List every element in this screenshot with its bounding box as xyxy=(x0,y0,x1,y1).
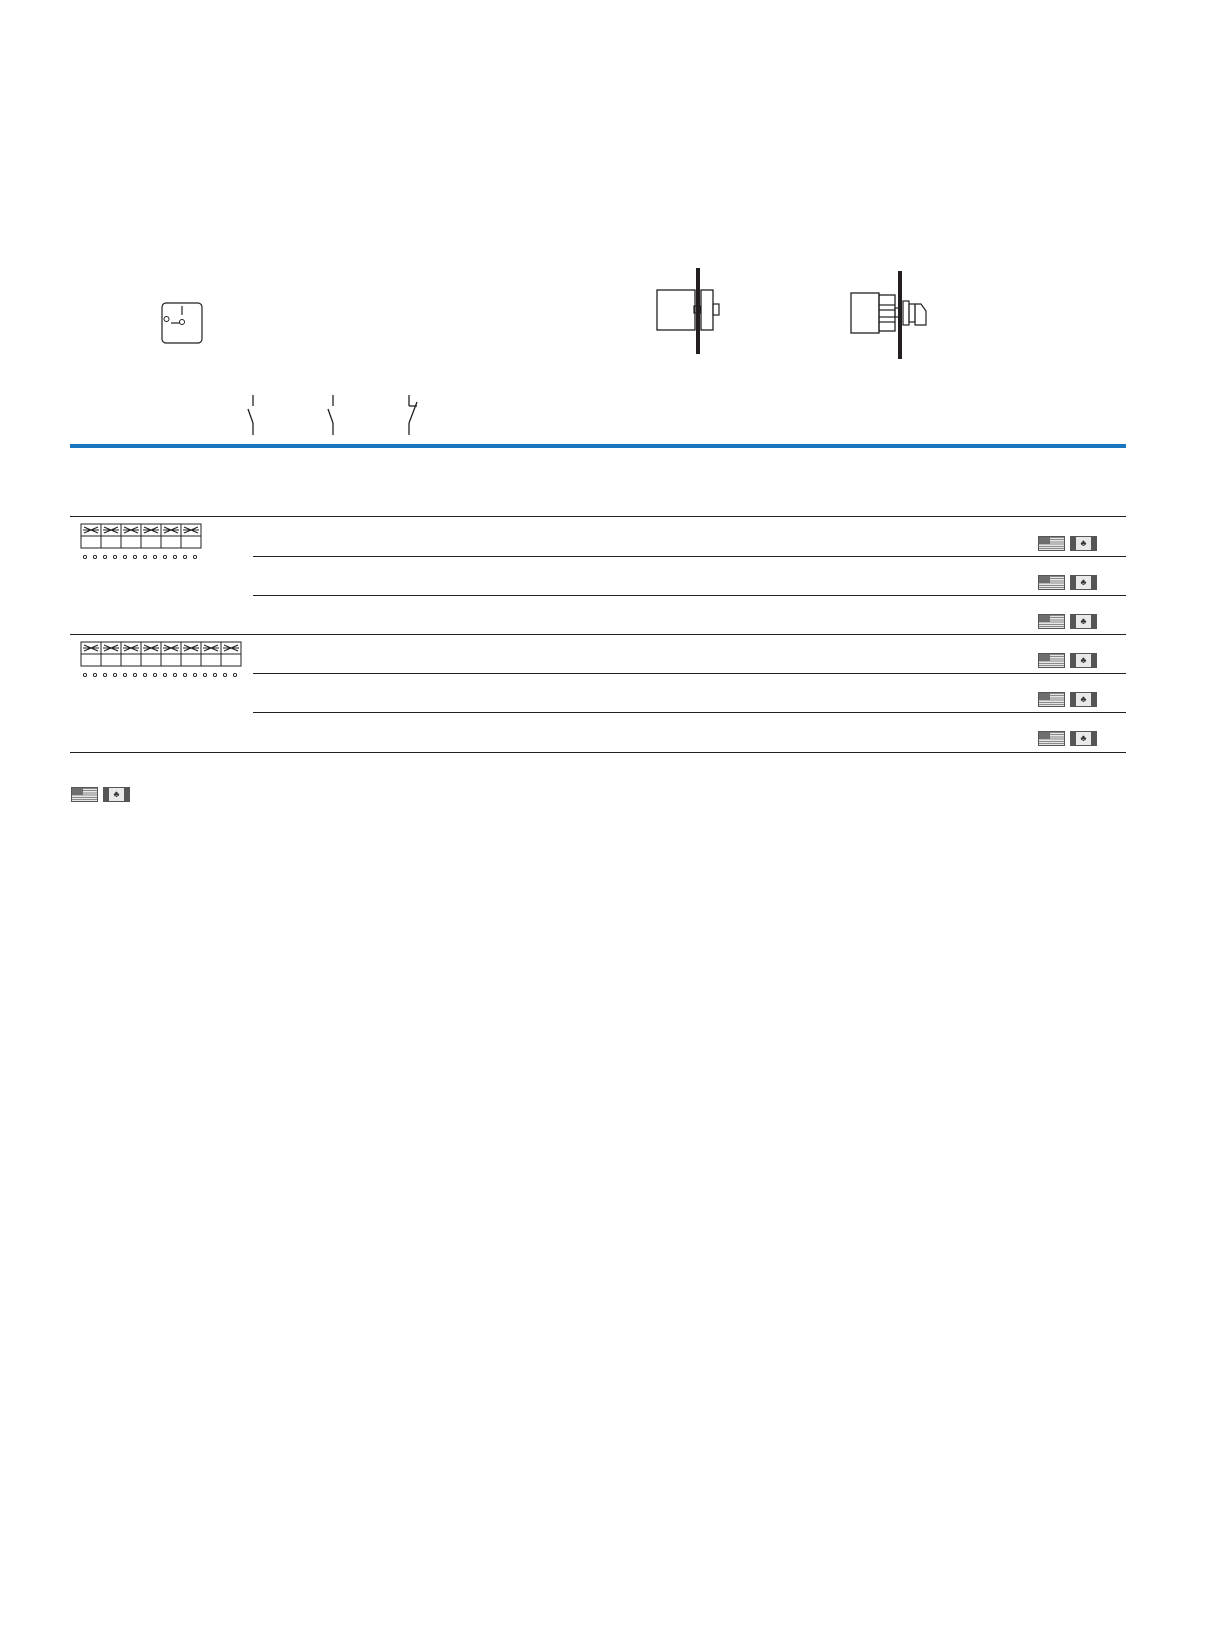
canada-flag-icon: ♣ xyxy=(103,787,130,802)
us-flag-icon xyxy=(1038,653,1065,668)
us-flag-icon xyxy=(1038,614,1065,629)
table-bottom-rule xyxy=(70,752,1126,753)
us-flag-icon xyxy=(1038,731,1065,746)
row-divider xyxy=(253,673,1126,674)
terminal-dot xyxy=(143,555,146,558)
panel-mount-front-icon xyxy=(656,268,730,354)
panel-mount-rear-icon xyxy=(850,271,942,359)
canada-flag-icon: ♣ xyxy=(1070,692,1097,707)
terminal-dot xyxy=(103,555,106,558)
terminal-dot xyxy=(83,673,86,676)
row-divider xyxy=(253,712,1126,713)
terminal-dot xyxy=(163,673,166,676)
no-contact-icon xyxy=(245,395,259,435)
us-flag-icon xyxy=(1038,536,1065,551)
terminal-block-8-icon xyxy=(80,641,246,681)
us-flag-icon xyxy=(1038,575,1065,590)
terminal-dot xyxy=(93,555,96,558)
canada-flag-icon: ♣ xyxy=(1070,731,1097,746)
terminal-dot xyxy=(113,673,116,676)
us-flag-icon xyxy=(1038,692,1065,707)
section-rule xyxy=(70,444,1126,448)
terminal-dot xyxy=(113,555,116,558)
terminal-dot xyxy=(203,673,206,676)
terminal-dot xyxy=(133,555,136,558)
nc-contact-icon xyxy=(403,395,423,435)
footnote-marks xyxy=(71,787,130,802)
terminal-dot xyxy=(133,673,136,676)
terminal-dot xyxy=(183,555,186,558)
terminal-dot xyxy=(183,673,186,676)
terminal-dot xyxy=(123,555,126,558)
terminal-dot xyxy=(193,673,196,676)
terminal-dot xyxy=(173,673,176,676)
row-divider xyxy=(253,556,1126,557)
terminal-dot xyxy=(153,555,156,558)
table-top-rule xyxy=(70,516,1126,517)
group-divider xyxy=(70,634,1126,635)
approval-marks xyxy=(1038,575,1097,590)
approval-marks xyxy=(1038,653,1097,668)
terminal-dot xyxy=(213,673,216,676)
canada-flag-icon: ♣ xyxy=(1070,575,1097,590)
terminal-dot xyxy=(233,673,236,676)
terminal-dot xyxy=(93,673,96,676)
terminal-dot xyxy=(103,673,106,676)
terminal-dot xyxy=(223,673,226,676)
approval-marks xyxy=(1038,614,1097,629)
canada-flag-icon: ♣ xyxy=(1070,536,1097,551)
canada-flag-icon: ♣ xyxy=(1070,614,1097,629)
terminal-dot xyxy=(163,555,166,558)
approval-marks xyxy=(1038,536,1097,551)
terminal-dot xyxy=(153,673,156,676)
approval-marks xyxy=(1038,692,1097,707)
approval-marks xyxy=(1038,731,1097,746)
row-divider xyxy=(253,595,1126,596)
terminal-dot xyxy=(193,555,196,558)
terminal-dot xyxy=(123,673,126,676)
canada-flag-icon: ♣ xyxy=(1070,653,1097,668)
no-contact-icon xyxy=(325,395,339,435)
terminal-dot xyxy=(83,555,86,558)
terminal-block-6-icon xyxy=(80,523,206,563)
rotary-switch-symbol-icon xyxy=(161,302,205,346)
terminal-dot xyxy=(143,673,146,676)
us-flag-icon xyxy=(71,787,98,802)
terminal-dot xyxy=(173,555,176,558)
